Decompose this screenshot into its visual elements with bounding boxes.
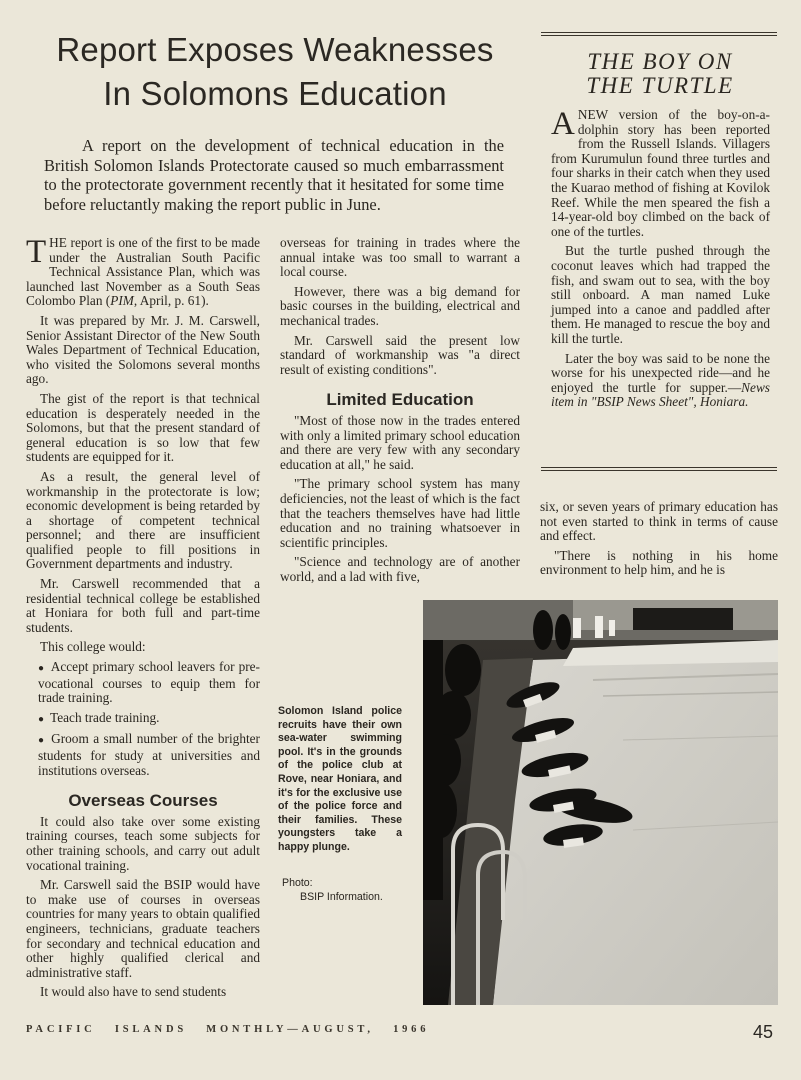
paragraph: As a result, the general level of workmanship in the protectorate is low; economic development is being retarded by a shortage of competent technical personnel; and there are insufficient qualified people to fill positions in Government departments and industry.: [26, 468, 260, 572]
sidebar-title-line-2: THE TURTLE: [586, 73, 734, 98]
paragraph: It would also have to send students: [40, 984, 227, 1000]
drop-cap: A: [551, 106, 575, 142]
bullet-item: ● Groom a small number of the brighter students for study at universities and institutions overseas.: [38, 731, 260, 778]
headline-line-1: Report Exposes Weaknesses: [56, 31, 494, 68]
photo-caption: Solomon Island police recruits have their own sea-water swimming pool. It's in the grounds of the police club at Rove, near Honiara, and it's for the exclusive use of the police force and their families. These youngsters take a happy plunge.: [278, 705, 402, 853]
headline-line-2: In Solomons Education: [103, 75, 447, 112]
page-footer: PACIFIC ISLANDS MONTHLY—AUGUST, 1966: [26, 1024, 430, 1035]
bullet-item: ● Teach trade training.: [38, 709, 160, 725]
photo-credit-source: BSIP Information.: [300, 891, 383, 903]
paragraph: However, there was a big demand for basic courses in the building, electrical and mechanical trades.: [280, 283, 520, 328]
photo-credit-label: Photo:: [282, 877, 313, 889]
paragraph: The gist of the report is that technical education is desperately needed in the Solomons, but that the present standard of general education is so low that few students are equipped for it.: [26, 390, 260, 465]
sidebar-top-rule: [541, 32, 777, 36]
subheading-overseas-courses: Overseas Courses: [68, 791, 218, 811]
page-number: 45: [753, 1022, 774, 1042]
paragraph: overseas for training in trades where the annual intake was too small to warrant a local course.: [280, 235, 520, 280]
pool-plunge-image: [423, 600, 778, 1005]
photo-credit: [282, 876, 412, 904]
paragraph: "Science and technology are of another world, and a lad with five,: [280, 554, 520, 584]
swimming-pool-photo: [423, 600, 778, 1005]
paragraph: six, or seven years of primary education has not even started to think in terms of cause and effect.: [540, 499, 778, 544]
paragraph: "Most of those now in the trades entered with only a limited primary school education and there are very few with any secondary education at all," he said.: [280, 412, 520, 472]
paragraph: This college would:: [40, 639, 146, 655]
sidebar-bottom-rule: [541, 467, 777, 471]
bullet-icon: ●: [38, 735, 46, 747]
article-column-3: [540, 500, 778, 583]
sidebar-title-line-1: THE BOY ON: [587, 49, 733, 74]
intro-paragraph: A report on the development of technical education in the British Solomon Islands Protectorate caused so much embarrassment to the protectorate government recently that it hesitated for some time before reluctantly making the report public in June.: [44, 136, 504, 214]
paragraph: "The primary school system has many deficiencies, not the least of which is the fact that the teachers themselves have had little education and no training whatsoever in scientific principles.: [280, 476, 520, 550]
article-column-1: [26, 236, 260, 1005]
bullet-icon: ●: [38, 713, 45, 725]
subheading-limited-education: Limited Education: [326, 390, 474, 410]
paragraph: ANEW version of the boy-on-a-dolphin story has been reported from the Russell Islands. Villagers from Kurumulun found three turtles and four sharks in their catch when they used the Kuarao method of fishing at Kovilok Reef. While the men speared the fish a 14-year-old boy climbed on the back of one of the turtles.: [551, 106, 770, 239]
paragraph: It was prepared by Mr. J. M. Carswell, Senior Assistant Director of the New South Wales Department of Technical Education, who visited the Solomons several months ago.: [26, 312, 260, 387]
drop-cap: T: [26, 234, 47, 270]
bullet-item: ● Accept primary school leavers for pre-vocational courses to equip them for trade training.: [38, 659, 260, 706]
paragraph: But the turtle pushed through the coconut leaves which had trapped the fish, and swam out to sea, with the boy still onboard. A man named Luke jumped into a canoe and paddled after them. He managed to rescue the boy and kill the turtle.: [551, 243, 770, 346]
bullet-icon: ●: [38, 663, 45, 675]
paragraph: It could also take over some existing training courses, teach some subjects for other training schools, and carry out adult vocational training.: [26, 813, 260, 873]
paragraph: Later the boy was said to be none the worse for his unexpected ride—and he enjoyed the turtle for supper.—News item in "BSIP News Sheet", Honiara.: [551, 350, 770, 410]
sidebar-story: [551, 108, 770, 415]
sidebar-title: [545, 50, 775, 98]
paragraph: Mr. Carswell said the BSIP would have to make use of courses in overseas countries for many years to obtain qualified engineers, technicians, graduate teachers for secondary and technical education and other highly qualified clerical and administrative staff.: [26, 877, 260, 980]
article-column-2: [280, 236, 520, 589]
paragraph: THE report is one of the first to be made under the Australian South Pacific Technical Assistance Plan, which was launched last November as a South Seas Colombo Plan (PIM, April, p. 61).: [26, 234, 260, 309]
news-source: News item in "BSIP News Sheet", Honiara.: [551, 379, 770, 410]
paragraph: Mr. Carswell recommended that a residential technical college be established at Honiara for both full and part-time students.: [26, 576, 260, 635]
paragraph: "There is nothing in his home environment to help him, and he is: [540, 547, 778, 578]
paragraph: Mr. Carswell said the present low standard of workmanship was "a direct result of existing conditions".: [280, 332, 520, 377]
headline: [20, 28, 530, 116]
